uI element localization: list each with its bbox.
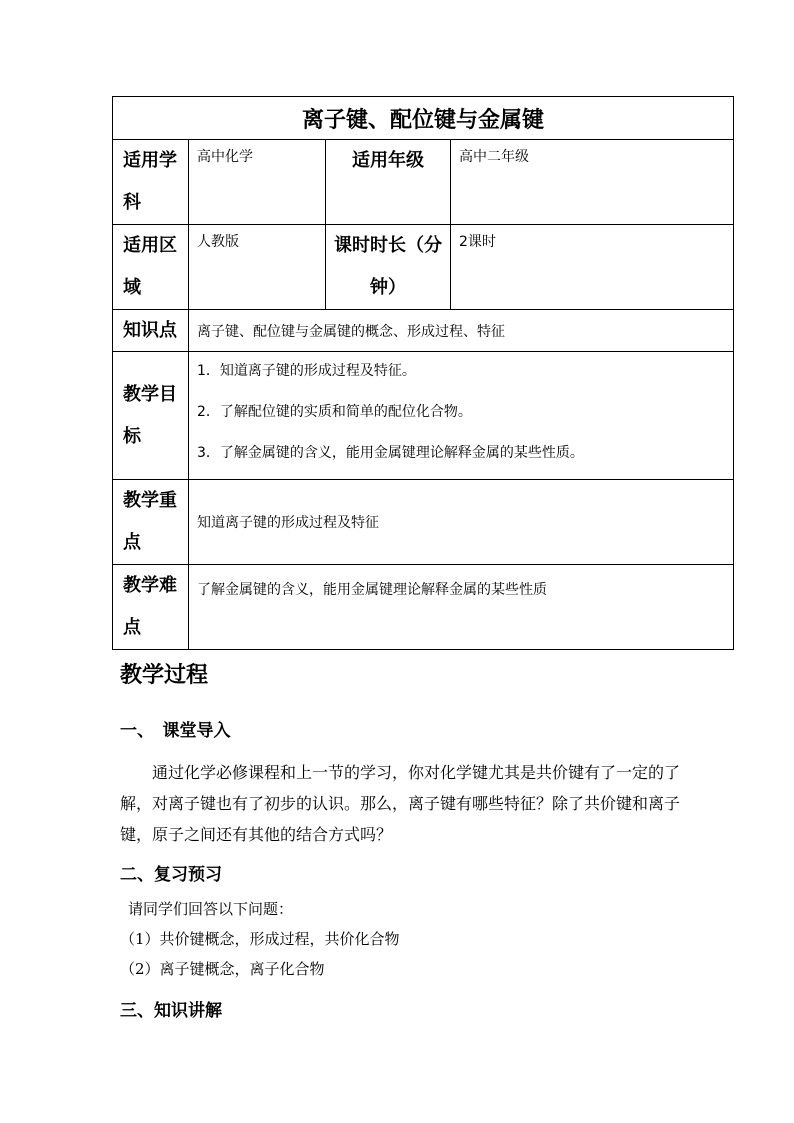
section-heading-intro: 一、 课堂导入	[120, 721, 231, 741]
goal-item: 1．知道离子键的形成过程及特征。	[197, 363, 416, 379]
lesson-title: 离子键、配位键与金属键	[113, 97, 734, 140]
focus-label: 教学重点	[113, 480, 189, 565]
section-heading-knowledge: 三、知识讲解	[120, 1001, 222, 1021]
intro-paragraph: 通过化学必修课程和上一节的学习，你对化学键尤其是共价键有了一定的了解，对离子键也有了初步的认识。那么，离子键有哪些特征？除了共价键和离子键，原子之间还有其他的结合方式吗？	[120, 763, 681, 844]
region-value: 人教版	[189, 225, 326, 310]
difficulty-label: 教学难点	[113, 565, 189, 650]
process-heading: 教学过程	[120, 663, 209, 688]
duration-value: 2课时	[451, 225, 734, 310]
focus-value: 知道离子键的形成过程及特征	[189, 480, 734, 565]
goal-item: 3．了解金属键的含义，能用金属键理论解释金属的某些性质。	[197, 445, 584, 461]
review-item: （1）共价键概念，形成过程，共价化合物	[120, 930, 400, 948]
knowledge-value: 离子键、配位键与金属键的概念、形成过程、特征	[189, 310, 734, 352]
goal-item: 2．了解配位键的实质和简单的配位化合物。	[197, 404, 472, 420]
subject-value: 高中化学	[189, 140, 326, 225]
review-item: （2）离子键概念，离子化合物	[120, 960, 325, 978]
difficulty-value: 了解金属键的含义，能用金属键理论解释金属的某些性质	[189, 565, 734, 650]
subject-label: 适用学科	[113, 140, 189, 225]
grade-value: 高中二年级	[451, 140, 734, 225]
duration-label: 课时时长（分钟）	[326, 225, 451, 310]
goals-list	[189, 352, 734, 480]
goals-label: 教学目标	[113, 352, 189, 480]
grade-label: 适用年级	[326, 140, 451, 225]
review-prompt: 请同学们回答以下问题：	[128, 900, 294, 918]
knowledge-label: 知识点	[113, 310, 189, 352]
lesson-info-table	[112, 96, 734, 650]
section-heading-review: 二、复习预习	[120, 865, 222, 885]
region-label: 适用区域	[113, 225, 189, 310]
